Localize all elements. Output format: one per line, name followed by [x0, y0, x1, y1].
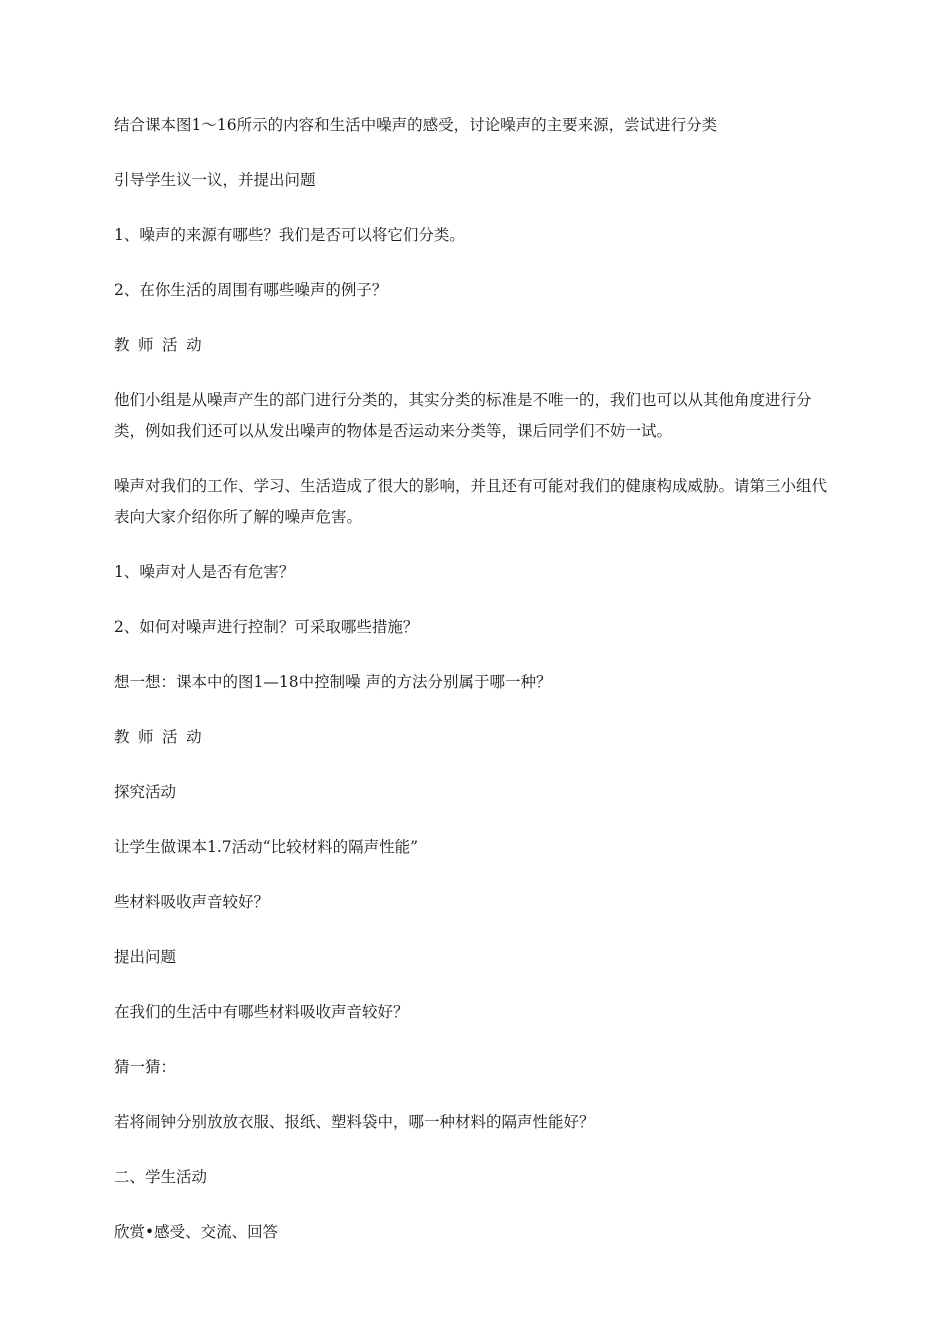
- paragraph-classification: 他们小组是从噪声产生的部门进行分类的，其实分类的标准是不唯一的，我们也可以从其他角度进行分类，例如我们还可以从发出噪声的物体是否运动来分类等，课后同学们不妨一试。: [114, 391, 812, 440]
- heading-ask-question: 提出问题: [114, 948, 177, 966]
- paragraph-experiment: 让学生做课本1.7活动“比较材料的隔声性能”: [114, 838, 418, 856]
- paragraph-guide: 引导学生议一议，并提出问题: [114, 171, 316, 189]
- heading-teacher-activity: 教师活动: [114, 336, 211, 354]
- document-body: [114, 110, 836, 1247]
- paragraph-question-control: 2、如何对噪声进行控制？可采取哪些措施？: [114, 618, 419, 636]
- paragraph-intro-task: 结合课本图1～16所示的内容和生活中噪声的感受，讨论噪声的主要来源，尝试进行分类: [114, 116, 718, 134]
- paragraph-materials: 些材料吸收声音较好？: [114, 893, 270, 911]
- heading-inquiry: 探究活动: [114, 783, 177, 801]
- paragraph-question-2: 2、在你生活的周围有哪些噪声的例子？: [114, 281, 388, 299]
- paragraph-question-harm: 1、噪声对人是否有危害？: [114, 563, 295, 581]
- paragraph-student-actions: 欣赏•感受、交流、回答: [114, 1223, 279, 1241]
- paragraph-question-1: 1、噪声的来源有哪些？我们是否可以将它们分类。: [114, 226, 465, 244]
- paragraph-guess-detail: 若将闹钟分别放放衣服、报纸、塑料袋中，哪一种材料的隔声性能好？: [114, 1113, 595, 1131]
- paragraph-think: 想一想：课本中的图1—18中控制噪 声的方法分别属于哪一种？: [114, 673, 552, 691]
- heading-student-activity: 二、学生活动: [114, 1168, 208, 1186]
- paragraph-materials-question: 在我们的生活中有哪些材料吸收声音较好？: [114, 1003, 409, 1021]
- paragraph-noise-harm: 噪声对我们的工作、学习、生活造成了很大的影响，并且还有可能对我们的健康构成威胁。请第三小组代表向大家介绍你所了解的噪声危害。: [114, 477, 828, 526]
- heading-teacher-activity-2: 教师活动: [114, 728, 211, 746]
- heading-guess: 猜一猜：: [114, 1058, 177, 1076]
